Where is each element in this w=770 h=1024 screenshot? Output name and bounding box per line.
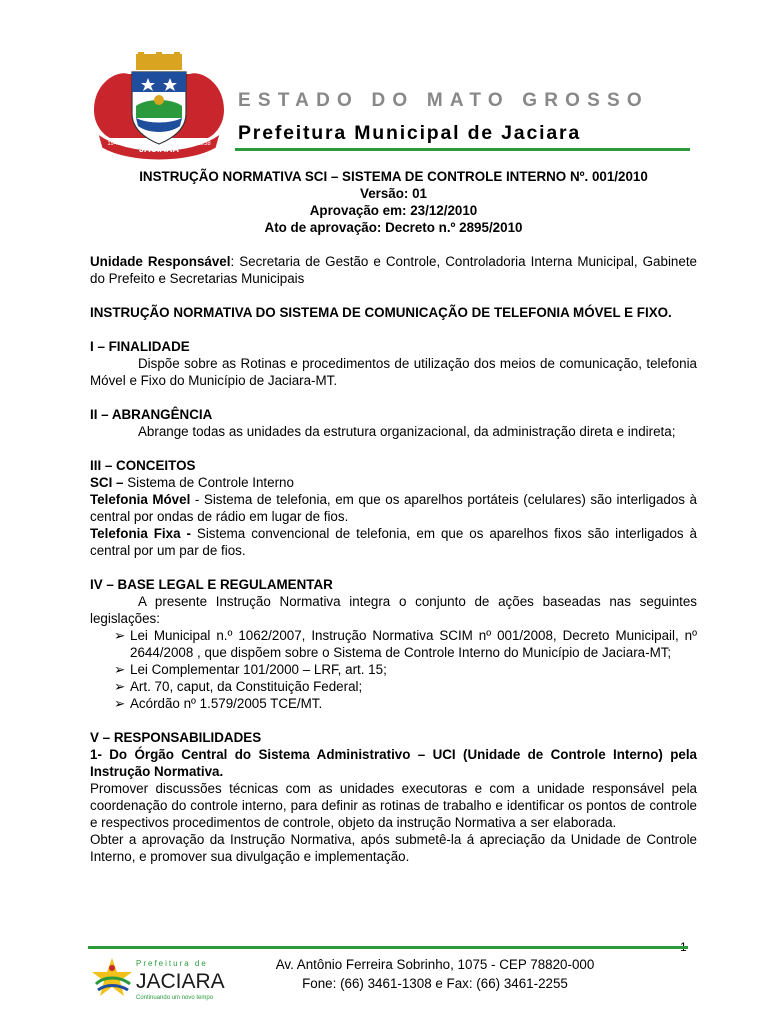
list-item bbox=[114, 661, 697, 678]
arrow-bullet-icon: ➢ bbox=[114, 662, 126, 677]
crest-right-year: 1958 bbox=[197, 141, 211, 147]
doc-approval-date: Aprovação em: 23/12/2010 bbox=[309, 203, 478, 218]
header-divider bbox=[235, 148, 690, 151]
section-5-subheading: 1- Do Órgão Central do Sistema Administrativo – UCI (Unidade de Controle Interno) pela Instrução Normativa. bbox=[90, 747, 697, 779]
list-item-text: Art. 70, caput, da Constituição Federal; bbox=[130, 679, 363, 694]
star-logo-icon bbox=[90, 954, 240, 1004]
legal-basis-list bbox=[90, 627, 697, 712]
doc-version: Versão: 01 bbox=[360, 186, 427, 201]
arrow-bullet-icon: ➢ bbox=[114, 628, 126, 643]
section-4-intro: A presente Instrução Normativa integra o conjunto de ações baseadas nas seguintes legislações: bbox=[90, 594, 697, 626]
section-2-heading: II – ABRANGÊNCIA bbox=[90, 407, 213, 422]
section-1-text: Dispõe sobre as Rotinas e procedimentos de utilização dos meios de comunicação, telefonia Móvel e Fixo do Município de Jaciara-MT. bbox=[90, 356, 697, 388]
list-item bbox=[114, 627, 697, 661]
crest-name: JACIARA bbox=[138, 144, 180, 154]
responsible-unit-text: : Secretaria de Gestão e Controle, Controladoria Interna Municipal, Gabinete do Prefeito e Secretarias Municipais bbox=[90, 254, 697, 286]
footer-divider bbox=[88, 946, 688, 949]
section-5-paragraph-2: Obter a aprovação da Instrução Normativa, após submetê-la á apreciação da Unidade de Controle Interno, e promover sua divulgação e implementação. bbox=[90, 832, 697, 864]
concept-fixed-label: Telefonia Fixa - bbox=[90, 526, 191, 541]
crest-left-year: 1948 bbox=[107, 141, 121, 147]
footer-logo-top: Prefeitura de bbox=[136, 959, 208, 968]
list-item-text: Lei Complementar 101/2000 – LRF, art. 15; bbox=[130, 662, 387, 677]
doc-title-line1: INSTRUÇÃO NORMATIVA SCI – SISTEMA DE CONTROLE INTERNO Nº. 001/2010 bbox=[139, 169, 648, 184]
concept-fixed-text: Sistema convencional de telefonia, em que os aparelhos fixos são interligados à central por um par de fios. bbox=[90, 526, 697, 558]
section-2-text: Abrange todas as unidades da estrutura organizacional, da administração direta e indireta; bbox=[138, 424, 676, 439]
concept-sci-label: SCI – bbox=[90, 475, 124, 490]
concept-sci-text: Sistema de Controle Interno bbox=[123, 475, 294, 490]
list-item-text: Lei Municipal n.º 1062/2007, Instrução Normativa SCIM nº 001/2008, Decreto Municipail, nº 2644/2008 , que dispõem sobre o Sistema de Controle Interno do Município de Jaciara-MT; bbox=[130, 628, 697, 660]
footer-phone: Fone: (66) 3461-1308 e Fax: (66) 3461-2255 bbox=[302, 976, 568, 991]
municipal-coat-of-arms-icon bbox=[88, 52, 230, 162]
section-4-heading: IV – BASE LEGAL E REGULAMENTAR bbox=[90, 577, 333, 592]
responsible-unit-label: Unidade Responsável bbox=[90, 254, 231, 269]
section-3-heading: III – CONCEITOS bbox=[90, 458, 196, 473]
section-5-paragraph-1: Promover discussões técnicas com as unidades executoras e com a unidade responsável pela coordenação do controle interno, para definir as rotinas de trabalho e identificar os pontos de controle e respectivos procedimentos de controle, objeto da instrução Normativa a ser elaborada. bbox=[90, 781, 697, 830]
responsible-unit bbox=[90, 253, 697, 287]
footer-address: Av. Antônio Ferreira Sobrinho, 1075 - CEP 78820-000 bbox=[275, 957, 595, 972]
section-5-heading: V – RESPONSABILIDADES bbox=[90, 730, 262, 745]
arrow-bullet-icon: ➢ bbox=[114, 696, 126, 711]
concept-sci bbox=[90, 474, 697, 491]
section-1-heading: I – FINALIDADE bbox=[90, 339, 190, 354]
main-heading: INSTRUÇÃO NORMATIVA DO SISTEMA DE COMUNICAÇÃO DE TELEFONIA MÓVEL E FIXO. bbox=[90, 305, 672, 320]
list-item bbox=[114, 695, 697, 712]
city-title: Prefeitura Municipal de Jaciara bbox=[238, 122, 581, 144]
doc-approval-act: Ato de aprovação: Decreto n.º 2895/2010 bbox=[264, 220, 523, 235]
concept-mobile-text: - Sistema de telefonia, em que os aparelhos portáteis (celulares) são interligados à central por ondas de rádio em lugar de fios. bbox=[90, 492, 697, 524]
concept-fixed bbox=[90, 525, 697, 559]
arrow-bullet-icon: ➢ bbox=[114, 679, 126, 694]
footer-logo-tagline: Continuando um novo tempo bbox=[136, 995, 214, 1001]
state-title: ESTADO DO MATO GROSSO bbox=[238, 90, 649, 111]
concept-mobile-label: Telefonia Móvel bbox=[90, 492, 191, 507]
document-body bbox=[90, 168, 697, 865]
footer-logo-name: JACIARA bbox=[136, 970, 225, 993]
footer-contact bbox=[245, 955, 625, 993]
list-item bbox=[114, 678, 697, 695]
list-item-text: Acórdão nº 1.579/2005 TCE/MT. bbox=[130, 696, 323, 711]
concept-mobile bbox=[90, 491, 697, 525]
